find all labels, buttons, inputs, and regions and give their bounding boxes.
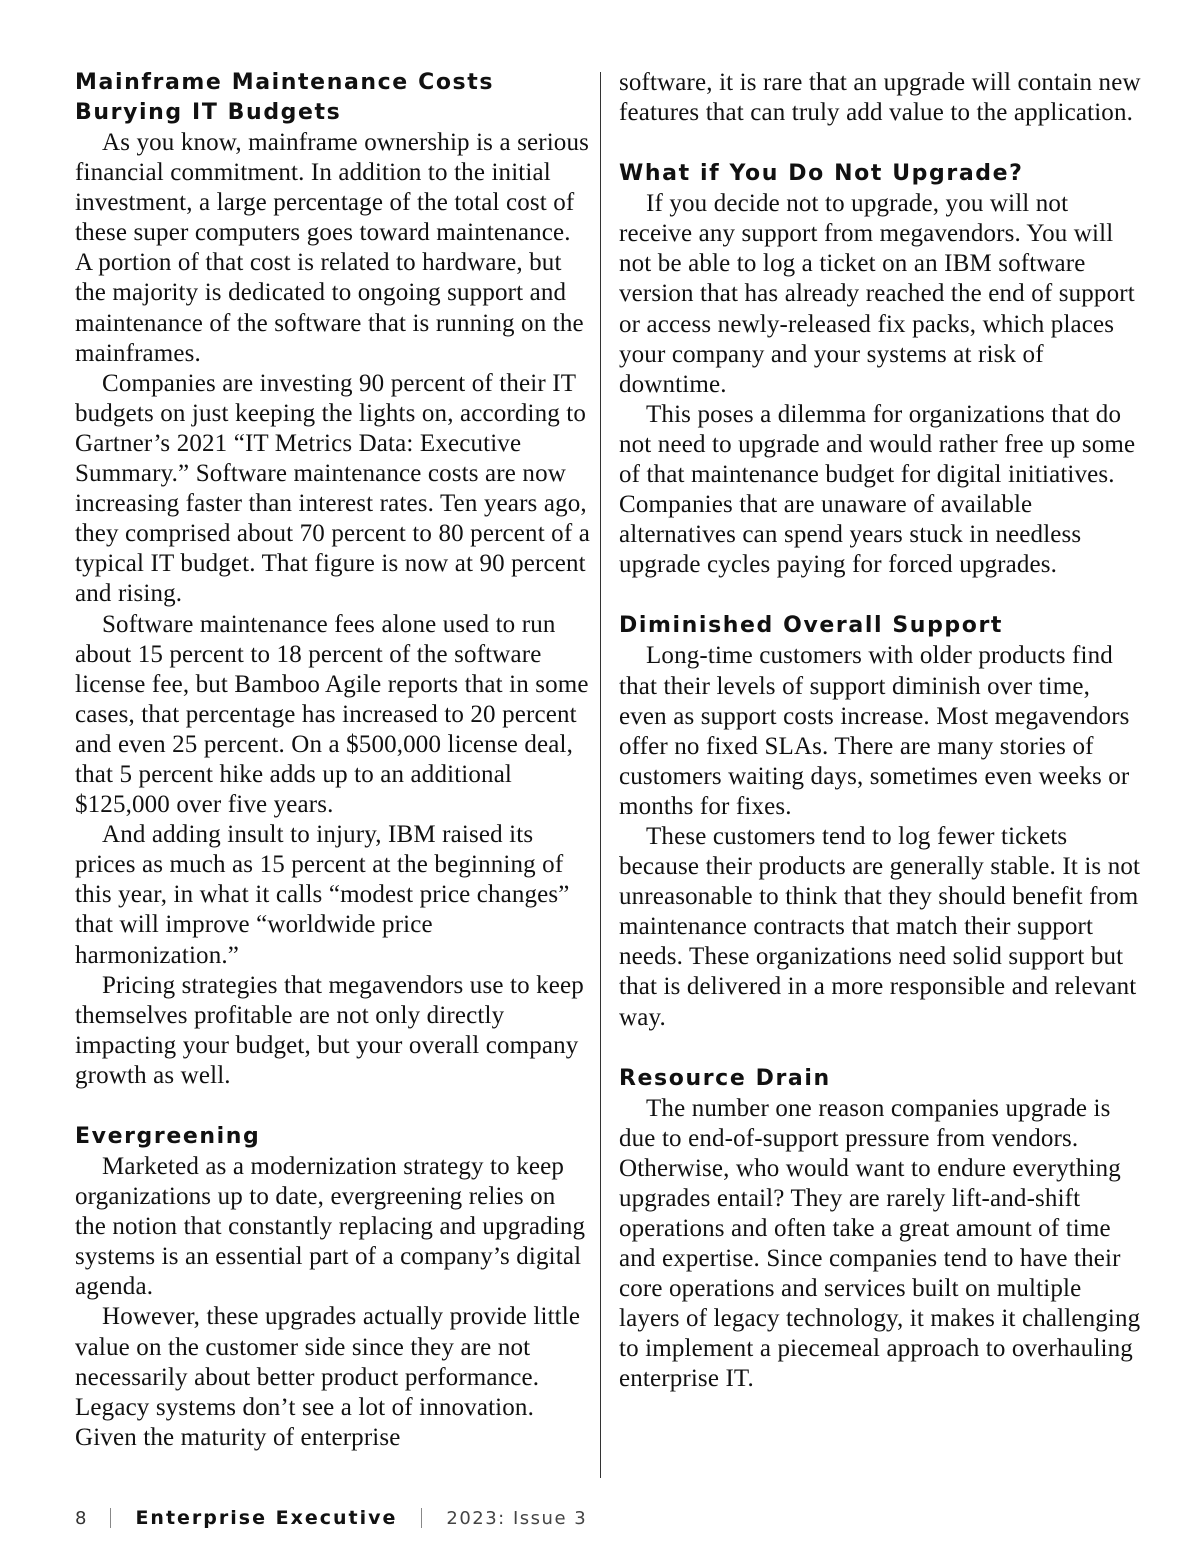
section-spacer [619, 128, 1144, 159]
footer-separator [421, 1508, 422, 1528]
paragraph: As you know, mainframe ownership is a serious financial commitment. In addition to the initial investment, a large percentage of the total cost of these super computers goes toward maintenance. A portion of that cost is related to hardware, but the majority is dedicated to ongoing support and maintenance of the software that is running on the mainframes. [75, 129, 589, 367]
column-divider [600, 72, 601, 1478]
paragraph: If you decide not to upgrade, you will not receive any support from megavendors. You will not be able to log a ticket on an IBM software version that has already reached the end of support or access newly-released fix packs, which places your company and your systems at risk of downtime. [619, 190, 1135, 398]
paragraph: And adding insult to injury, IBM raised its prices as much as 15 percent at the beginning of this year, in what it calls “modest price changes” that will improve “worldwide price harmonization.” [75, 821, 570, 969]
paragraph: These customers tend to log fewer tickets because their products are generally stable. It is not unreasonable to think that they should benefit from maintenance contracts that match their support needs. These organizations need solid support but that is delivered in a more responsible and relevant way. [619, 822, 1141, 1031]
section-heading-diminished-support: Diminished Overall Support [619, 613, 1004, 639]
paragraph: Long-time customers with older products find that their levels of support diminish over time, even as support costs increase. Most megavendors offer no fixed SLAs. There are many stories of customers waiting days, sometimes even weeks or months for fixes. [619, 642, 1130, 820]
paragraph: However, these upgrades actually provide little value on the customer side since they are not necessarily about better product performance. Legacy systems don’t see a lot of innovation. Given the maturity of enterprise [75, 1303, 581, 1451]
paragraph: The number one reason companies upgrade is due to end-of-support pressure from vendors. Otherwise, who would want to endure everything upgrades entail? They are rarely lift-and-shift operations and often take a great amount of time and expertise. Since companies tend to have their core operations and services built on multiple layers of legacy technology, it makes it challenging to implement a piecemeal approach to overhauling enterprise IT. [619, 1094, 1141, 1393]
paragraph: This poses a dilemma for organizations that do not need to upgrade and would rather free up some of that maintenance budget for digital initiatives. Companies that are unaware of available alternatives can spend years stuck in needless upgrade cycles paying for forced upgrades. [619, 400, 1136, 579]
publication-name: Enterprise Executive [135, 1507, 398, 1529]
paragraph: Companies are investing 90 percent of their IT budgets on just keeping the lights on, according to Gartner’s 2021 “IT Metrics Data: Executive Summary.” Software maintenance costs are now increasing faster than interest rates. Ten years ago, they comprised about 70 percent to 80 percent of a typical IT budget. That figure is now at 90 percent and rising. [75, 369, 590, 608]
section-heading-no-upgrade: What if You Do Not Upgrade? [619, 161, 1024, 187]
issue-label: 2023: Issue 3 [446, 1507, 588, 1529]
page-number: 8 [75, 1507, 87, 1529]
paragraph-continued: software, it is rare that an upgrade will contain new features that can truly add value to the application. [619, 69, 1141, 127]
paragraph: Software maintenance fees alone used to run about 15 percent to 18 percent of the software license fee, but Bamboo Agile reports that in some cases, that percentage has increased to 20 percent and even 25 percent. On a $500,000 license deal, that 5 percent hike adds up to an additional $125,000 over five years. [75, 610, 589, 819]
section-heading-mainframe-costs: Mainframe Maintenance Costs Burying IT Budgets [75, 70, 495, 125]
footer-separator [110, 1508, 111, 1528]
page-footer [75, 1503, 587, 1533]
paragraph: Pricing strategies that megavendors use to keep themselves profitable are not only directly impacting your budget, but your overall company growth as well. [75, 971, 584, 1089]
section-spacer [75, 1091, 590, 1122]
section-spacer [619, 580, 1144, 611]
section-heading-evergreening: Evergreening [75, 1124, 261, 1149]
section-spacer [619, 1033, 1144, 1064]
section-heading-resource-drain: Resource Drain [619, 1065, 831, 1091]
right-column [619, 68, 1144, 1395]
left-column [75, 68, 590, 1453]
paragraph: Marketed as a modernization strategy to keep organizations up to date, evergreening relies on the notion that constantly replacing and upgrading systems is an essential part of a company’s digital agenda. [75, 1153, 586, 1301]
